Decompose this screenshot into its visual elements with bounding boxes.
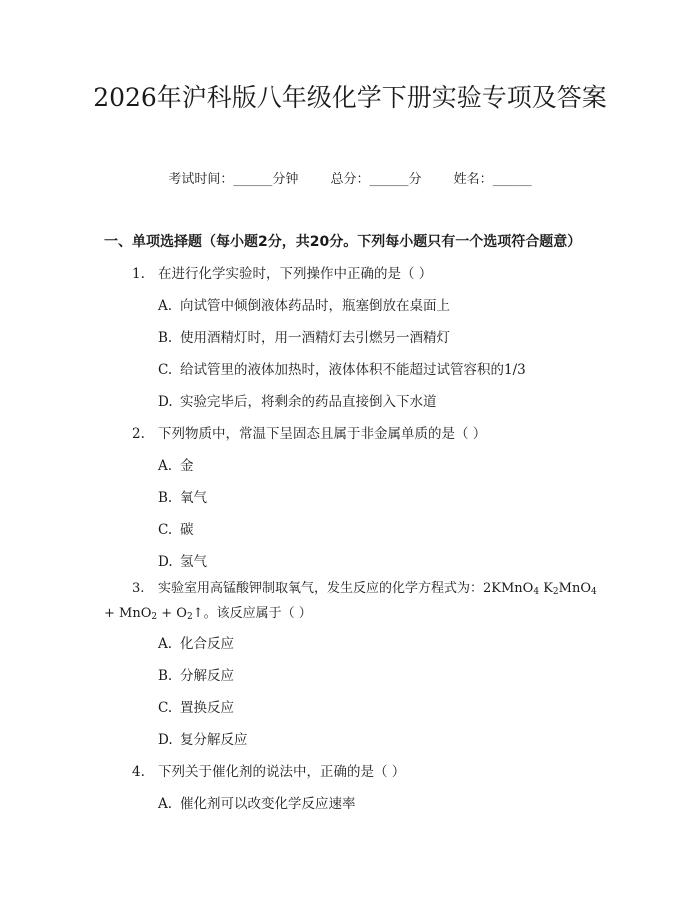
question-1-option-a bbox=[158, 294, 450, 314]
option-text: 使用酒精灯时，用一酒精灯去引燃另一酒精灯 bbox=[180, 330, 450, 346]
question-2 bbox=[132, 422, 486, 442]
subscript: 2 bbox=[552, 587, 559, 597]
exam-score: 总分：______分 bbox=[330, 172, 422, 187]
option-text: 催化剂可以改变化学反应速率 bbox=[180, 796, 356, 812]
question-3-option-c bbox=[158, 696, 234, 716]
question-stem-part: ↑。该反应属于（ ） bbox=[192, 606, 312, 621]
option-text: 金 bbox=[180, 458, 194, 474]
option-letter: B. bbox=[158, 668, 173, 684]
question-stem: 在进行化学实验时，下列操作中正确的是（ ） bbox=[158, 266, 433, 282]
exam-info bbox=[0, 168, 700, 187]
option-text: 氢气 bbox=[180, 554, 207, 570]
question-stem-part: MnO bbox=[558, 581, 591, 596]
question-1 bbox=[132, 262, 432, 282]
subscript: 2 bbox=[151, 612, 158, 622]
question-stem-part: 实验室用高锰酸钾制取氧气，发生反应的化学方程式为：2KMnO bbox=[158, 581, 534, 596]
option-letter: B. bbox=[158, 330, 173, 346]
question-3-option-a bbox=[158, 632, 234, 652]
section-heading: 一、单项选择题（每小题2分，共20分。下列每小题只有一个选项符合题意） bbox=[104, 234, 582, 250]
question-2-option-d bbox=[158, 550, 207, 570]
option-text: 置换反应 bbox=[180, 700, 234, 716]
exam-name: 姓名：______ bbox=[453, 172, 532, 187]
question-stem-part: K bbox=[539, 581, 553, 596]
option-text: 向试管中倾倒液体药品时，瓶塞倒放在桌面上 bbox=[180, 298, 450, 314]
option-text: 碳 bbox=[180, 522, 194, 538]
option-letter: A. bbox=[158, 298, 173, 314]
question-3 bbox=[104, 578, 604, 628]
option-letter: A. bbox=[158, 458, 173, 474]
question-2-option-c bbox=[158, 518, 194, 538]
page-title: 2026年沪科版八年级化学下册实验专项及答案 bbox=[93, 83, 607, 112]
subscript: 4 bbox=[533, 587, 540, 597]
question-number: 2. bbox=[132, 426, 145, 442]
subscript: 2 bbox=[186, 612, 193, 622]
question-4 bbox=[132, 760, 405, 780]
option-letter: D. bbox=[158, 732, 173, 748]
question-1-option-c bbox=[158, 358, 526, 378]
option-text: 给试管里的液体加热时，液体体积不能超过试管容积的1/3 bbox=[180, 362, 526, 378]
option-letter: A. bbox=[158, 636, 173, 652]
question-4-option-a bbox=[158, 792, 356, 812]
question-number: 1. bbox=[132, 266, 145, 282]
question-number: 4. bbox=[132, 764, 145, 780]
question-stem: 下列关于催化剂的说法中，正确的是（ ） bbox=[158, 764, 406, 780]
option-text: 氧气 bbox=[180, 490, 207, 506]
question-2-option-b bbox=[158, 486, 207, 506]
option-text: 分解反应 bbox=[180, 668, 234, 684]
subscript: 4 bbox=[591, 587, 597, 597]
option-text: 化合反应 bbox=[180, 636, 234, 652]
option-text: 实验完毕后，将剩余的药品直接倒入下水道 bbox=[180, 394, 437, 410]
question-2-option-a bbox=[158, 454, 194, 474]
option-letter: A. bbox=[158, 796, 173, 812]
exam-time: 考试时间：______分钟 bbox=[168, 172, 299, 187]
question-number: 3. bbox=[132, 581, 145, 596]
question-stem-part: + MnO bbox=[104, 606, 152, 621]
option-letter: B. bbox=[158, 490, 173, 506]
option-letter: C. bbox=[158, 522, 173, 538]
option-text: 复分解反应 bbox=[180, 732, 248, 748]
question-3-option-b bbox=[158, 664, 234, 684]
option-letter: C. bbox=[158, 362, 173, 378]
question-3-option-d bbox=[158, 728, 248, 748]
question-1-option-d bbox=[158, 390, 437, 410]
option-letter: D. bbox=[158, 554, 173, 570]
option-letter: D. bbox=[158, 394, 173, 410]
question-1-option-b bbox=[158, 326, 450, 346]
option-letter: C. bbox=[158, 700, 173, 716]
question-stem-part: + O bbox=[157, 606, 187, 621]
question-stem: 下列物质中，常温下呈固态且属于非金属单质的是（ ） bbox=[158, 426, 487, 442]
